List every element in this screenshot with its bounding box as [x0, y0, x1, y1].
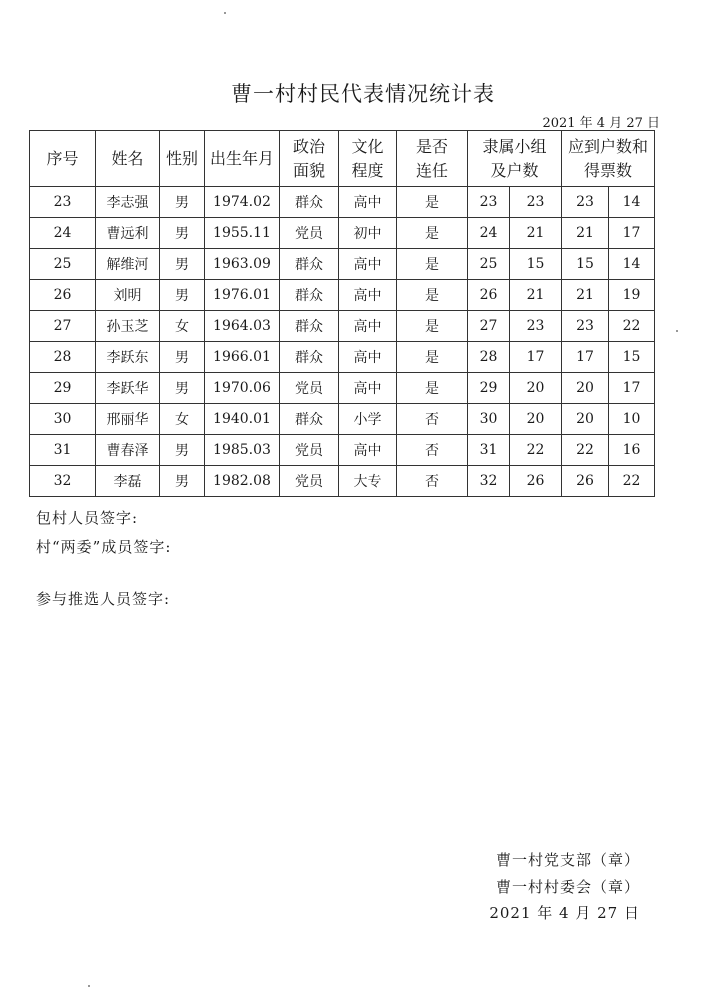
- table-row: [30, 435, 655, 466]
- cell-name: 曹春泽: [96, 435, 160, 466]
- cell-birth: 1963.09: [205, 249, 280, 280]
- cell-seq: 31: [30, 435, 96, 466]
- cell-education: 高中: [339, 373, 397, 404]
- cell-political: 群众: [280, 342, 339, 373]
- cell-households: 20: [510, 373, 562, 404]
- header-votes: 应到户数和 得票数: [562, 131, 655, 187]
- cell-gender: 男: [160, 373, 205, 404]
- cell-name: 李跃东: [96, 342, 160, 373]
- cell-name: 李磊: [96, 466, 160, 497]
- cell-name: 曹远利: [96, 218, 160, 249]
- cell-reelected: 是: [397, 311, 468, 342]
- cell-due: 15: [562, 249, 609, 280]
- footer-date: 2021 年 4 月 27 日: [489, 904, 640, 922]
- cell-political: 群众: [280, 280, 339, 311]
- cell-votes: 15: [609, 342, 655, 373]
- cell-households: 20: [510, 404, 562, 435]
- table-row: [30, 218, 655, 249]
- cell-reelected: 否: [397, 404, 468, 435]
- cell-due: 17: [562, 342, 609, 373]
- cell-education: 大专: [339, 466, 397, 497]
- cell-group: 31: [468, 435, 510, 466]
- cell-political: 群众: [280, 187, 339, 218]
- cell-group: 26: [468, 280, 510, 311]
- cell-households: 21: [510, 280, 562, 311]
- cell-name: 邢丽华: [96, 404, 160, 435]
- cell-name: 孙玉芝: [96, 311, 160, 342]
- cell-group: 32: [468, 466, 510, 497]
- village-committee-stamp: 曹一村村委会（章）: [495, 878, 640, 896]
- table-row: [30, 373, 655, 404]
- cell-votes: 17: [609, 218, 655, 249]
- cell-birth: 1940.01: [205, 404, 280, 435]
- page-title: 曹一村村民代表情况统计表: [231, 82, 495, 106]
- cell-education: 高中: [339, 342, 397, 373]
- cell-households: 17: [510, 342, 562, 373]
- cell-seq: 27: [30, 311, 96, 342]
- cell-political: 群众: [280, 311, 339, 342]
- cell-seq: 30: [30, 404, 96, 435]
- cell-seq: 29: [30, 373, 96, 404]
- cell-gender: 女: [160, 311, 205, 342]
- cell-reelected: 是: [397, 218, 468, 249]
- cell-reelected: 否: [397, 466, 468, 497]
- cell-due: 20: [562, 373, 609, 404]
- header-education: 文化 程度: [339, 131, 397, 187]
- cell-political: 党员: [280, 466, 339, 497]
- cell-reelected: 是: [397, 342, 468, 373]
- cell-gender: 男: [160, 218, 205, 249]
- cell-name: 解维河: [96, 249, 160, 280]
- cell-gender: 男: [160, 249, 205, 280]
- cell-gender: 男: [160, 342, 205, 373]
- cell-birth: 1970.06: [205, 373, 280, 404]
- cell-due: 23: [562, 187, 609, 218]
- cell-birth: 1982.08: [205, 466, 280, 497]
- table-row: [30, 311, 655, 342]
- cell-votes: 14: [609, 187, 655, 218]
- cell-group: 30: [468, 404, 510, 435]
- scan-speck: [676, 330, 678, 332]
- cell-education: 初中: [339, 218, 397, 249]
- cell-group: 24: [468, 218, 510, 249]
- cell-birth: 1955.11: [205, 218, 280, 249]
- cell-education: 高中: [339, 311, 397, 342]
- cell-group: 25: [468, 249, 510, 280]
- cell-households: 21: [510, 218, 562, 249]
- scan-speck: [88, 985, 90, 987]
- cell-name: 刘明: [96, 280, 160, 311]
- cell-votes: 14: [609, 249, 655, 280]
- report-date: 2021 年 4 月 27 日: [542, 116, 660, 131]
- cell-votes: 17: [609, 373, 655, 404]
- cell-households: 23: [510, 311, 562, 342]
- cell-seq: 28: [30, 342, 96, 373]
- cell-seq: 32: [30, 466, 96, 497]
- cell-political: 党员: [280, 218, 339, 249]
- cell-gender: 男: [160, 187, 205, 218]
- cell-education: 高中: [339, 280, 397, 311]
- table-row: [30, 466, 655, 497]
- cell-votes: 22: [609, 466, 655, 497]
- village-staff-signature: 包村人员签字:: [36, 509, 139, 527]
- cell-due: 23: [562, 311, 609, 342]
- cell-group: 28: [468, 342, 510, 373]
- cell-votes: 22: [609, 311, 655, 342]
- table-row: [30, 404, 655, 435]
- cell-due: 26: [562, 466, 609, 497]
- cell-households: 22: [510, 435, 562, 466]
- cell-political: 群众: [280, 404, 339, 435]
- cell-due: 20: [562, 404, 609, 435]
- table-row: [30, 187, 655, 218]
- cell-reelected: 是: [397, 187, 468, 218]
- participants-signature: 参与推选人员签字:: [36, 590, 171, 608]
- cell-group: 27: [468, 311, 510, 342]
- header-name: 姓名: [96, 131, 160, 187]
- cell-political: 群众: [280, 249, 339, 280]
- cell-political: 党员: [280, 435, 339, 466]
- scan-speck: [224, 12, 226, 14]
- cell-reelected: 否: [397, 435, 468, 466]
- header-political: 政治 面貌: [280, 131, 339, 187]
- two-committees-signature: 村“两委”成员签字:: [36, 538, 172, 556]
- cell-birth: 1974.02: [205, 187, 280, 218]
- header-seq: 序号: [30, 131, 96, 187]
- cell-due: 22: [562, 435, 609, 466]
- cell-seq: 25: [30, 249, 96, 280]
- cell-group: 29: [468, 373, 510, 404]
- cell-seq: 24: [30, 218, 96, 249]
- cell-due: 21: [562, 280, 609, 311]
- header-gender: 性别: [160, 131, 205, 187]
- cell-education: 高中: [339, 187, 397, 218]
- cell-reelected: 是: [397, 280, 468, 311]
- header-reelected: 是否 连任: [397, 131, 468, 187]
- cell-birth: 1964.03: [205, 311, 280, 342]
- cell-reelected: 是: [397, 249, 468, 280]
- cell-birth: 1985.03: [205, 435, 280, 466]
- cell-reelected: 是: [397, 373, 468, 404]
- table-row: [30, 249, 655, 280]
- cell-education: 高中: [339, 249, 397, 280]
- cell-gender: 男: [160, 280, 205, 311]
- cell-birth: 1976.01: [205, 280, 280, 311]
- cell-gender: 男: [160, 466, 205, 497]
- cell-seq: 26: [30, 280, 96, 311]
- cell-group: 23: [468, 187, 510, 218]
- cell-households: 26: [510, 466, 562, 497]
- header-group: 隶属小组 及户数: [468, 131, 562, 187]
- table-row: [30, 342, 655, 373]
- cell-name: 李志强: [96, 187, 160, 218]
- cell-votes: 19: [609, 280, 655, 311]
- cell-education: 小学: [339, 404, 397, 435]
- cell-votes: 10: [609, 404, 655, 435]
- cell-votes: 16: [609, 435, 655, 466]
- table-header-row: [30, 131, 655, 187]
- cell-households: 23: [510, 187, 562, 218]
- table-row: [30, 280, 655, 311]
- cell-education: 高中: [339, 435, 397, 466]
- cell-name: 李跃华: [96, 373, 160, 404]
- cell-due: 21: [562, 218, 609, 249]
- cell-political: 党员: [280, 373, 339, 404]
- party-branch-stamp: 曹一村党支部（章）: [495, 851, 640, 869]
- cell-birth: 1966.01: [205, 342, 280, 373]
- representatives-table: [29, 130, 655, 497]
- cell-gender: 男: [160, 435, 205, 466]
- cell-households: 15: [510, 249, 562, 280]
- header-birth: 出生年月: [205, 131, 280, 187]
- cell-gender: 女: [160, 404, 205, 435]
- cell-seq: 23: [30, 187, 96, 218]
